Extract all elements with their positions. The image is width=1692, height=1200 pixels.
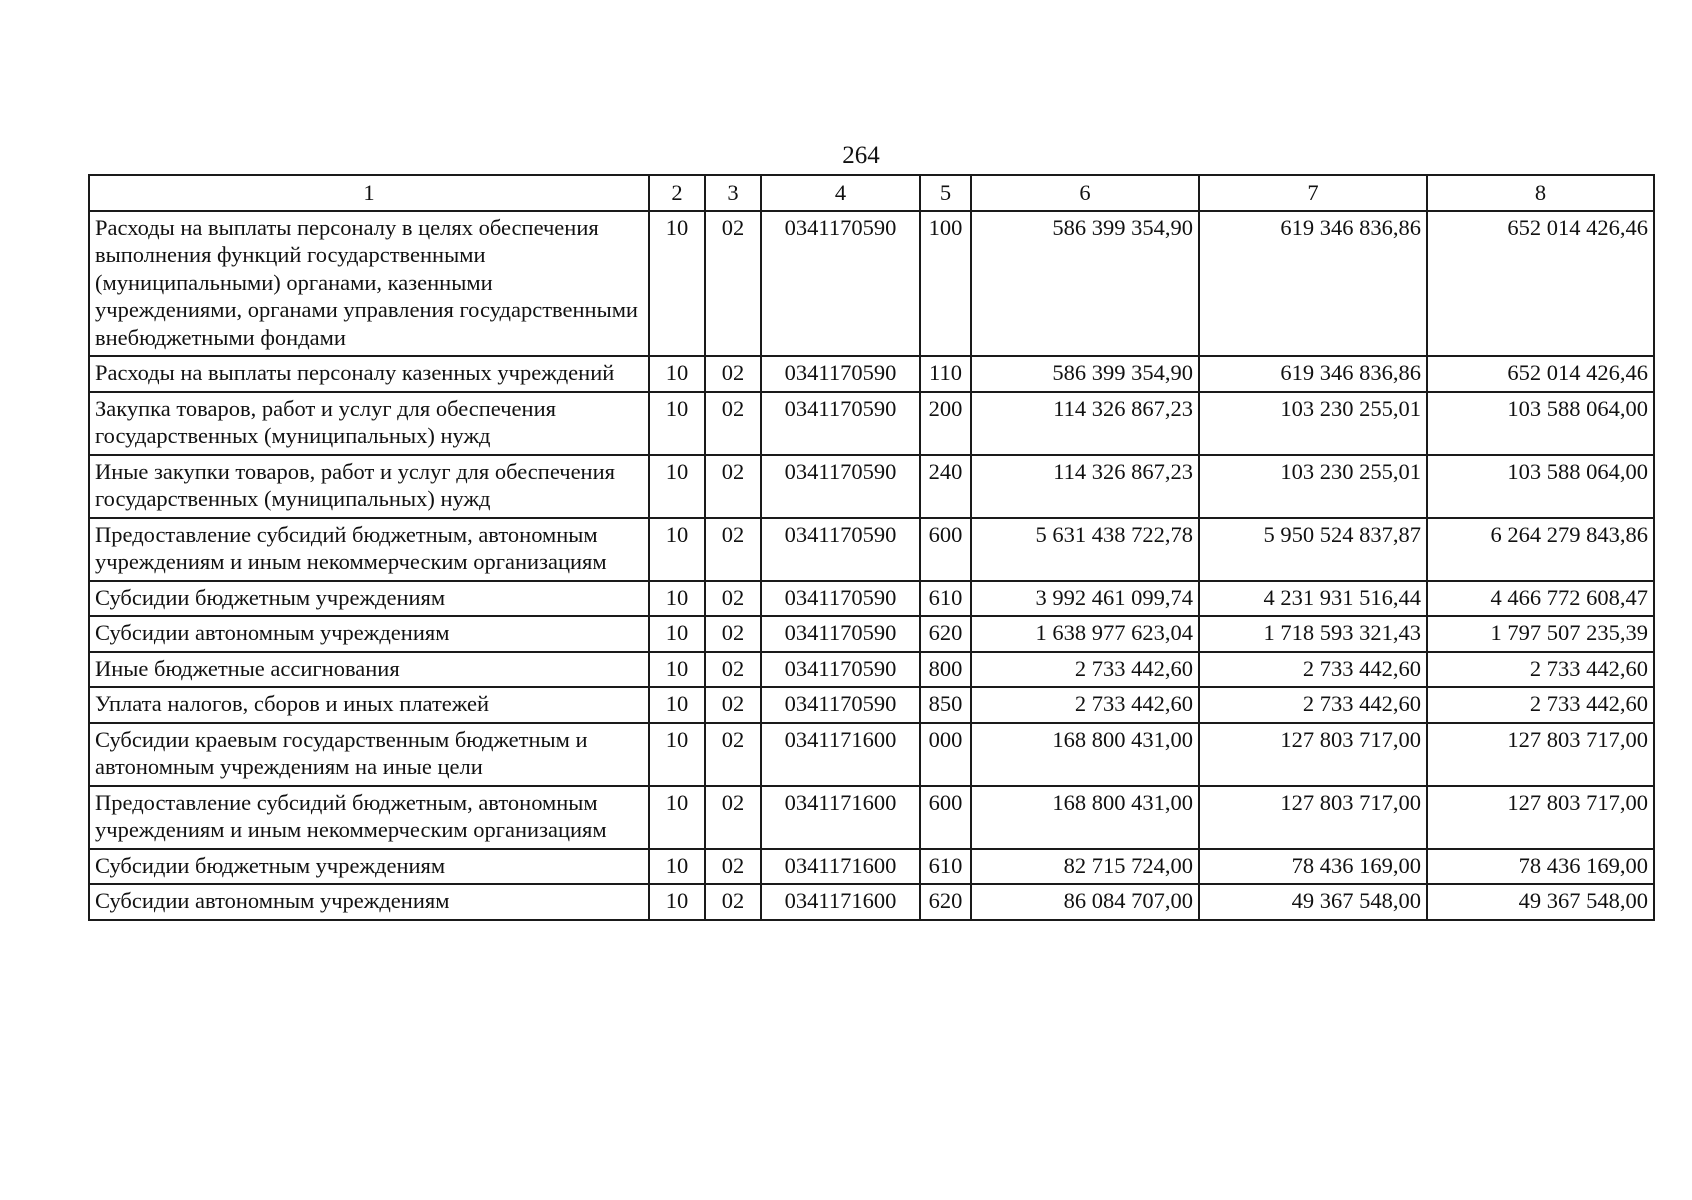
row-section-cell: 10 xyxy=(649,211,705,357)
row-name-cell: Расходы на выплаты персоналу казенных учреждений xyxy=(89,356,649,392)
row-section-cell: 10 xyxy=(649,392,705,455)
row-section-cell: 10 xyxy=(649,356,705,392)
header-cell: 6 xyxy=(971,175,1199,211)
row-subsection-cell: 02 xyxy=(705,392,761,455)
row-amount-year1-cell: 2 733 442,60 xyxy=(971,652,1199,688)
row-amount-year2-cell: 619 346 836,86 xyxy=(1199,356,1427,392)
row-amount-year3-cell: 1 797 507 235,39 xyxy=(1427,616,1654,652)
row-name-cell: Уплата налогов, сборов и иных платежей xyxy=(89,687,649,723)
row-expense-type-cell: 200 xyxy=(920,392,971,455)
row-expense-type-cell: 620 xyxy=(920,884,971,920)
row-section-cell: 10 xyxy=(649,849,705,885)
row-amount-year1-cell: 168 800 431,00 xyxy=(971,786,1199,849)
row-name-cell: Субсидии автономным учреждениям xyxy=(89,884,649,920)
table-body xyxy=(89,211,1654,920)
row-target-article-cell: 0341171600 xyxy=(761,723,920,786)
table-row xyxy=(89,581,1654,617)
row-amount-year1-cell: 586 399 354,90 xyxy=(971,211,1199,357)
row-name-cell: Субсидии бюджетным учреждениям xyxy=(89,849,649,885)
row-target-article-cell: 0341171600 xyxy=(761,884,920,920)
row-amount-year3-cell: 127 803 717,00 xyxy=(1427,786,1654,849)
row-amount-year2-cell: 5 950 524 837,87 xyxy=(1199,518,1427,581)
row-subsection-cell: 02 xyxy=(705,455,761,518)
row-target-article-cell: 0341171600 xyxy=(761,786,920,849)
row-amount-year2-cell: 619 346 836,86 xyxy=(1199,211,1427,357)
header-cell: 7 xyxy=(1199,175,1427,211)
row-target-article-cell: 0341170590 xyxy=(761,518,920,581)
row-amount-year3-cell: 2 733 442,60 xyxy=(1427,652,1654,688)
row-amount-year2-cell: 78 436 169,00 xyxy=(1199,849,1427,885)
row-amount-year1-cell: 3 992 461 099,74 xyxy=(971,581,1199,617)
row-expense-type-cell: 600 xyxy=(920,518,971,581)
row-subsection-cell: 02 xyxy=(705,211,761,357)
row-amount-year1-cell: 82 715 724,00 xyxy=(971,849,1199,885)
header-cell: 3 xyxy=(705,175,761,211)
row-expense-type-cell: 610 xyxy=(920,849,971,885)
table-row xyxy=(89,392,1654,455)
header-cell: 4 xyxy=(761,175,920,211)
table-row xyxy=(89,723,1654,786)
row-amount-year2-cell: 49 367 548,00 xyxy=(1199,884,1427,920)
table-row xyxy=(89,455,1654,518)
row-target-article-cell: 0341170590 xyxy=(761,616,920,652)
row-amount-year2-cell: 1 718 593 321,43 xyxy=(1199,616,1427,652)
row-amount-year1-cell: 168 800 431,00 xyxy=(971,723,1199,786)
row-amount-year3-cell: 652 014 426,46 xyxy=(1427,211,1654,357)
row-amount-year1-cell: 114 326 867,23 xyxy=(971,392,1199,455)
row-amount-year3-cell: 127 803 717,00 xyxy=(1427,723,1654,786)
row-subsection-cell: 02 xyxy=(705,581,761,617)
row-amount-year3-cell: 103 588 064,00 xyxy=(1427,392,1654,455)
table-row xyxy=(89,884,1654,920)
budget-table xyxy=(88,174,1655,921)
header-cell: 8 xyxy=(1427,175,1654,211)
header-cell: 1 xyxy=(89,175,649,211)
row-name-cell: Расходы на выплаты персоналу в целях обеспечения выполнения функций государственными (муниципальными) органами, казенными учреждениями, органами управления государственными внебюджетными фондами xyxy=(89,211,649,357)
row-section-cell: 10 xyxy=(649,652,705,688)
row-target-article-cell: 0341170590 xyxy=(761,455,920,518)
row-expense-type-cell: 800 xyxy=(920,652,971,688)
row-expense-type-cell: 620 xyxy=(920,616,971,652)
row-section-cell: 10 xyxy=(649,786,705,849)
row-expense-type-cell: 000 xyxy=(920,723,971,786)
row-section-cell: 10 xyxy=(649,518,705,581)
row-subsection-cell: 02 xyxy=(705,849,761,885)
table-row xyxy=(89,356,1654,392)
table-row xyxy=(89,687,1654,723)
row-subsection-cell: 02 xyxy=(705,652,761,688)
row-amount-year1-cell: 1 638 977 623,04 xyxy=(971,616,1199,652)
row-amount-year1-cell: 86 084 707,00 xyxy=(971,884,1199,920)
table-row xyxy=(89,211,1654,357)
table-row xyxy=(89,518,1654,581)
row-expense-type-cell: 610 xyxy=(920,581,971,617)
row-name-cell: Предоставление субсидий бюджетным, автономным учреждениям и иным некоммерческим организациям xyxy=(89,786,649,849)
row-subsection-cell: 02 xyxy=(705,786,761,849)
row-amount-year2-cell: 103 230 255,01 xyxy=(1199,392,1427,455)
row-amount-year1-cell: 5 631 438 722,78 xyxy=(971,518,1199,581)
header-row xyxy=(89,175,1654,211)
row-amount-year2-cell: 2 733 442,60 xyxy=(1199,687,1427,723)
row-subsection-cell: 02 xyxy=(705,518,761,581)
row-amount-year1-cell: 2 733 442,60 xyxy=(971,687,1199,723)
row-name-cell: Закупка товаров, работ и услуг для обеспечения государственных (муниципальных) нужд xyxy=(89,392,649,455)
row-amount-year2-cell: 127 803 717,00 xyxy=(1199,786,1427,849)
row-amount-year3-cell: 4 466 772 608,47 xyxy=(1427,581,1654,617)
row-section-cell: 10 xyxy=(649,723,705,786)
row-expense-type-cell: 850 xyxy=(920,687,971,723)
row-subsection-cell: 02 xyxy=(705,884,761,920)
table-row xyxy=(89,849,1654,885)
row-section-cell: 10 xyxy=(649,455,705,518)
page-number: 264 xyxy=(842,142,880,169)
row-target-article-cell: 0341170590 xyxy=(761,581,920,617)
row-name-cell: Иные закупки товаров, работ и услуг для обеспечения государственных (муниципальных) нужд xyxy=(89,455,649,518)
row-name-cell: Иные бюджетные ассигнования xyxy=(89,652,649,688)
row-expense-type-cell: 100 xyxy=(920,211,971,357)
row-amount-year3-cell: 103 588 064,00 xyxy=(1427,455,1654,518)
row-name-cell: Предоставление субсидий бюджетным, автономным учреждениям и иным некоммерческим организациям xyxy=(89,518,649,581)
row-section-cell: 10 xyxy=(649,616,705,652)
row-subsection-cell: 02 xyxy=(705,687,761,723)
row-target-article-cell: 0341170590 xyxy=(761,687,920,723)
table-row xyxy=(89,616,1654,652)
table-row xyxy=(89,786,1654,849)
row-subsection-cell: 02 xyxy=(705,723,761,786)
row-subsection-cell: 02 xyxy=(705,616,761,652)
row-amount-year2-cell: 103 230 255,01 xyxy=(1199,455,1427,518)
row-name-cell: Субсидии краевым государственным бюджетным и автономным учреждениям на иные цели xyxy=(89,723,649,786)
row-target-article-cell: 0341170590 xyxy=(761,392,920,455)
row-amount-year3-cell: 652 014 426,46 xyxy=(1427,356,1654,392)
row-amount-year1-cell: 586 399 354,90 xyxy=(971,356,1199,392)
row-target-article-cell: 0341170590 xyxy=(761,652,920,688)
row-amount-year3-cell: 6 264 279 843,86 xyxy=(1427,518,1654,581)
row-amount-year2-cell: 2 733 442,60 xyxy=(1199,652,1427,688)
row-amount-year2-cell: 127 803 717,00 xyxy=(1199,723,1427,786)
header-cell: 2 xyxy=(649,175,705,211)
row-target-article-cell: 0341170590 xyxy=(761,356,920,392)
row-name-cell: Субсидии автономным учреждениям xyxy=(89,616,649,652)
row-section-cell: 10 xyxy=(649,884,705,920)
row-expense-type-cell: 110 xyxy=(920,356,971,392)
row-amount-year3-cell: 78 436 169,00 xyxy=(1427,849,1654,885)
row-section-cell: 10 xyxy=(649,687,705,723)
row-subsection-cell: 02 xyxy=(705,356,761,392)
row-amount-year3-cell: 2 733 442,60 xyxy=(1427,687,1654,723)
row-amount-year2-cell: 4 231 931 516,44 xyxy=(1199,581,1427,617)
row-section-cell: 10 xyxy=(649,581,705,617)
row-name-cell: Субсидии бюджетным учреждениям xyxy=(89,581,649,617)
table-row xyxy=(89,652,1654,688)
row-target-article-cell: 0341170590 xyxy=(761,211,920,357)
row-expense-type-cell: 600 xyxy=(920,786,971,849)
header-cell: 5 xyxy=(920,175,971,211)
row-amount-year3-cell: 49 367 548,00 xyxy=(1427,884,1654,920)
row-expense-type-cell: 240 xyxy=(920,455,971,518)
row-amount-year1-cell: 114 326 867,23 xyxy=(971,455,1199,518)
row-target-article-cell: 0341171600 xyxy=(761,849,920,885)
